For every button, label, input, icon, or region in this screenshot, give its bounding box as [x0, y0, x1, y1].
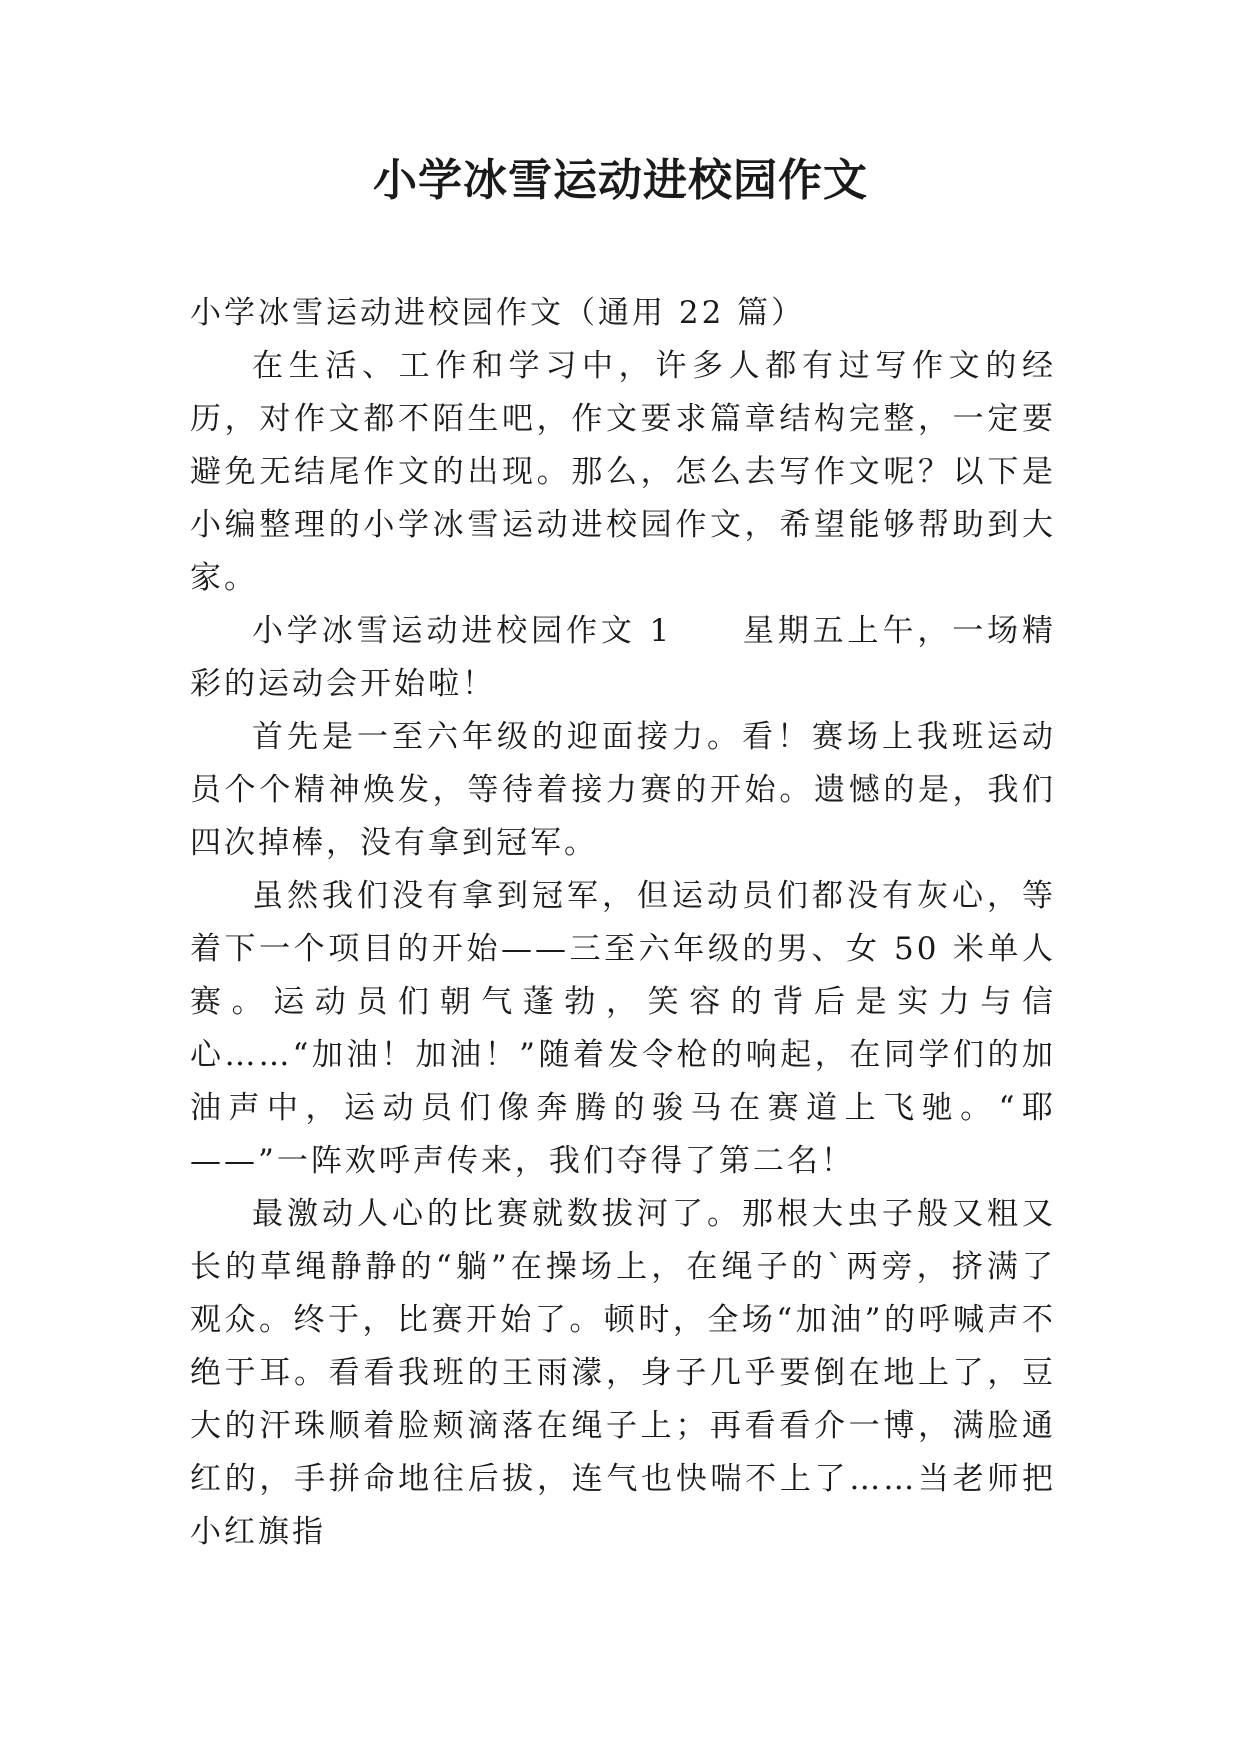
document-title: 小学冰雪运动进校园作文: [373, 155, 868, 206]
paragraph-essay-1-heading: 小学冰雪运动进校园作文 1 星期五上午，一场精彩的运动会开始啦！: [190, 613, 1056, 702]
document-body: [190, 287, 1056, 1559]
paragraph-tug-of-war: 最激动人心的比赛就数拔河了。那根大虫子般又粗又长的草绳静静的“躺”在操场上，在绳子的`两旁，挤满了观众。终于，比赛开始了。顿时，全场“加油”的呼喊声不绝于耳。看看我班的王雨濛，身子几乎要倒在地上了，豆大的汗珠顺着脸颊滴落在绳子上；再看看介一博，满脸通红的，手拼命地往后拔，连气也快喘不上了……当老师把小红旗指: [190, 1196, 1056, 1550]
paragraph-intro: 在生活、工作和学习中，许多人都有过写作文的经历，对作文都不陌生吧，作文要求篇章结构完整，一定要避免无结尾作文的出现。那么，怎么去写作文呢？以下是小编整理的小学冰雪运动进校园作文，希望能够帮助到大家。: [190, 348, 1056, 596]
document-subtitle: 小学冰雪运动进校园作文（通用 22 篇）: [190, 295, 806, 331]
paragraph-sprint: 虽然我们没有拿到冠军，但运动员们都没有灰心，等着下一个项目的开始——三至六年级的男、女 50 米单人赛。运动员们朝气蓬勃，笑容的背后是实力与信心……“加油！加油！”随着发令枪的响起，在同学们的加油声中，运动员们像奔腾的骏马在赛道上飞驰。“耶——”一阵欢呼声传来，我们夺得了第二名！: [190, 878, 1056, 1179]
paragraph-relay: 首先是一至六年级的迎面接力。看！赛场上我班运动员个个精神焕发，等待着接力赛的开始。遗憾的是，我们四次掉棒，没有拿到冠军。: [190, 719, 1056, 861]
